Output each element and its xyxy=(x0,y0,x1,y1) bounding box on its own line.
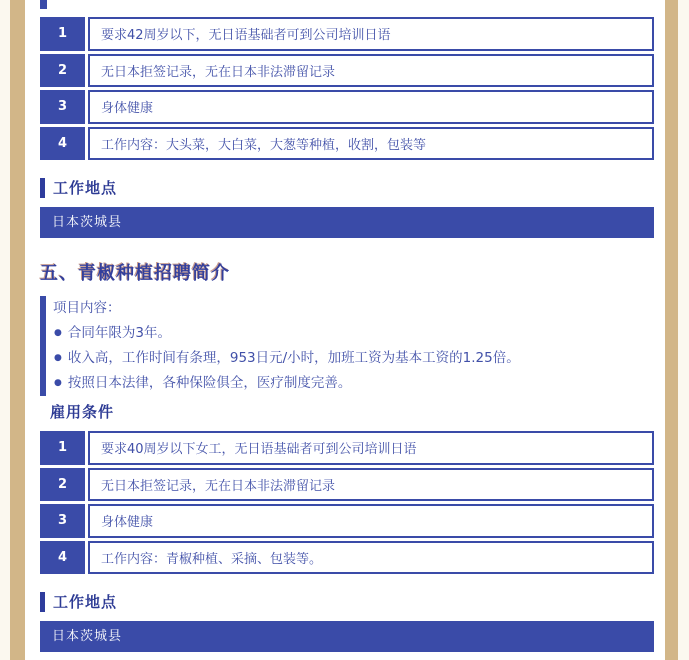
table-row xyxy=(40,127,654,161)
row-text: 无日本拒签记录，无在日本非法滞留记录 xyxy=(88,54,654,88)
row-number: 3 xyxy=(40,504,85,538)
section-title-pepper: 五、青椒种植招聘简介 xyxy=(40,263,230,284)
table-row xyxy=(40,90,654,124)
row-text: 身体健康 xyxy=(88,504,654,538)
bullet-item xyxy=(53,346,654,371)
bullet-text: 合同年限为3年。 xyxy=(67,325,171,341)
heading-label: 工作地点 xyxy=(53,593,118,611)
row-text: 要求40周岁以下女工，无日语基础者可到公司培训日语 xyxy=(88,431,654,465)
row-text: 无日本拒签记录，无在日本非法滞留记录 xyxy=(88,468,654,502)
tan-border-left xyxy=(10,0,25,660)
work-location-banner-2: 日本茨城县 xyxy=(40,621,654,652)
bullet-icon: ● xyxy=(54,353,62,363)
bullet-item xyxy=(53,371,654,396)
tan-border-right xyxy=(665,0,678,660)
work-location-heading-2 xyxy=(40,591,654,612)
work-location-banner-1: 日本茨城县 xyxy=(40,207,654,238)
heading-accent-bar xyxy=(40,592,45,612)
row-text: 要求42周岁以下，无日语基础者可到公司培训日语 xyxy=(88,17,654,51)
truncated-heading-bar xyxy=(40,0,47,9)
bullet-icon: ● xyxy=(54,378,62,388)
heading-accent-bar xyxy=(40,178,45,198)
row-text: 工作内容：大头菜，大白菜，大葱等种植，收割，包装等 xyxy=(88,127,654,161)
page-gutter-right xyxy=(678,0,689,660)
bullet-text: 按照日本法律，各种保险俱全，医疗制度完善。 xyxy=(67,375,352,391)
bullet-icon: ● xyxy=(54,328,62,338)
work-location-heading-1 xyxy=(40,177,654,198)
row-number: 2 xyxy=(40,468,85,502)
table-row xyxy=(40,17,654,51)
row-text: 身体健康 xyxy=(88,90,654,124)
row-number: 2 xyxy=(40,54,85,88)
row-number: 1 xyxy=(40,431,85,465)
employment-conditions-heading: 雇用条件 xyxy=(50,403,115,421)
table-row xyxy=(40,54,654,88)
row-number: 3 xyxy=(40,90,85,124)
row-number: 1 xyxy=(40,17,85,51)
row-number: 4 xyxy=(40,541,85,575)
bullet-item xyxy=(53,321,654,346)
requirements-table-top xyxy=(40,17,654,160)
page-gutter-left xyxy=(0,0,10,660)
project-content-label: 项目内容： xyxy=(53,300,121,316)
table-row xyxy=(40,541,654,575)
table-row xyxy=(40,431,654,465)
page-content xyxy=(40,0,654,652)
bullet-text: 收入高，工作时间有条理，953日元/小时，加班工资为基本工资的1.25倍。 xyxy=(67,350,520,366)
row-text: 工作内容：青椒种植、采摘、包装等。 xyxy=(88,541,654,575)
requirements-table-pepper xyxy=(40,431,654,574)
heading-label: 工作地点 xyxy=(53,179,118,197)
project-content-block xyxy=(40,296,654,396)
table-row xyxy=(40,468,654,502)
table-row xyxy=(40,504,654,538)
row-number: 4 xyxy=(40,127,85,161)
